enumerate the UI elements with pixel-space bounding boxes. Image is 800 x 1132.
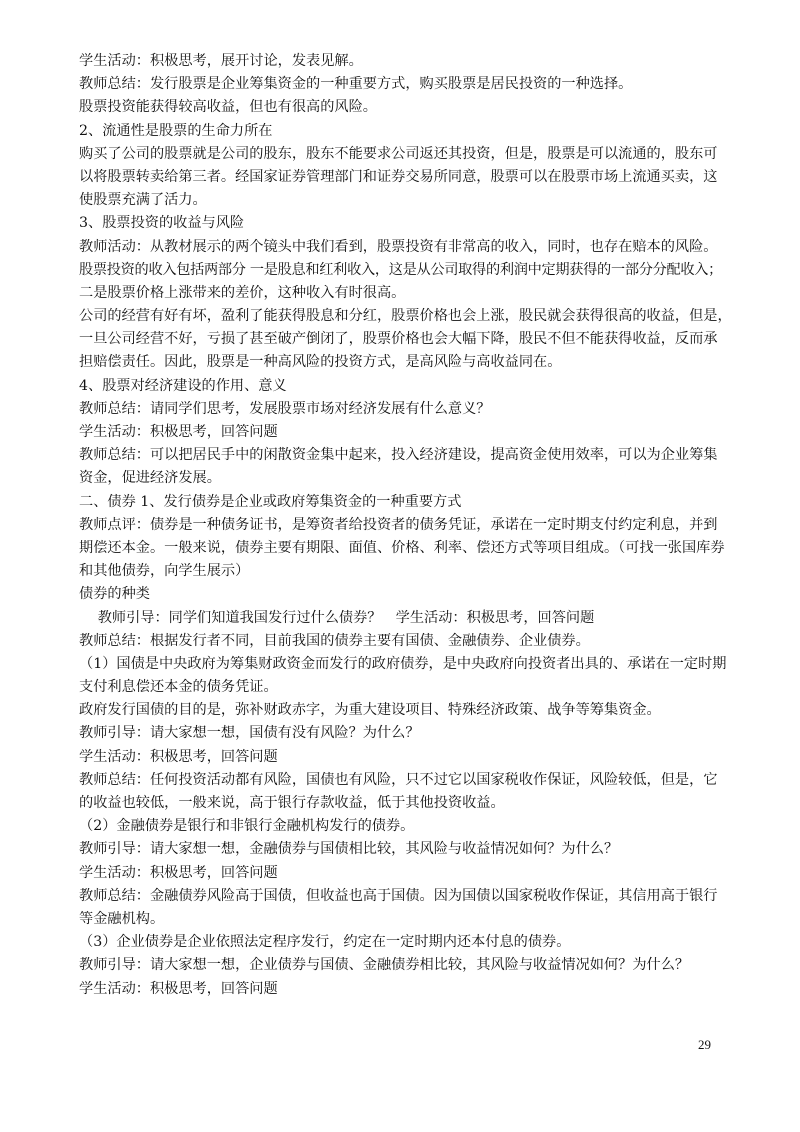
text-line: （2）金融债券是银行和非银行金融机构发行的债券。 <box>79 818 415 835</box>
text-line: 期偿还本金。一般来说，债券主要有期限、面值、价格、利率、偿还方式等项目组成。（可找一张国库券 <box>79 539 725 556</box>
text-line: 股票投资能获得较高收益，但也有很高的风险。 <box>79 99 377 116</box>
text-line: 学生活动：积极思考，回答问题 <box>79 864 278 881</box>
text-line: 教师引导：请大家想一想，国债有没有风险？为什么？ <box>79 725 420 742</box>
page-number: 29 <box>698 1037 711 1052</box>
text-line: 的收益也较低，一般来说，高于银行存款收益，低于其他投资收益。 <box>79 795 505 811</box>
text-line: 学生活动：积极思考，回答问题 <box>79 980 278 997</box>
text-line: 二是股票价格上涨带来的差价，这种收入有时很高。 <box>79 284 406 301</box>
text-line: 支付利息偿还本金的债务凭证。 <box>79 679 278 696</box>
section-heading: 3、股票投资的收益与风险 <box>79 215 245 232</box>
text-line: 公司的经营有好有坏，盈利了能获得股息和分红，股票价格也会上涨，股民就会获得很高的收益，但是， <box>79 308 732 325</box>
text-line: 资金，促进经济发展。 <box>79 470 221 487</box>
text-line: 教师总结：可以把居民手中的闲散资金集中起来，投入经济建设，提高资金使用效率，可以为企业筹集 <box>79 447 718 464</box>
section-heading: 4、股票对经济建设的作用、意义 <box>79 377 287 394</box>
text-line: 学生活动：积极思考，回答问题 <box>79 424 278 440</box>
text-line: 教师总结：发行股票是企业筹集资金的一种重要方式，购买股票是居民投资的一种选择。 <box>79 76 633 93</box>
section-heading: 债券的种类 <box>79 586 150 603</box>
text-line: 教师活动：从教材展示的两个镜头中我们看到，股票投资有非常高的收入，同时，也存在赔本的风险。 <box>79 238 718 255</box>
section-heading: 二、债券 1、发行债券是企业或政府筹集资金的一种重要方式 <box>79 493 462 510</box>
text-line: 教师总结：任何投资活动都有风险，国债也有风险，只不过它以国家税收作保证，风险较低，但是，它 <box>79 771 718 788</box>
text-line: 教师总结：金融债券风险高于国债，但收益也高于国债。因为国债以国家税收作保证，其信用高于银行 <box>79 887 718 904</box>
text-line: （1）国债是中央政府为筹集财政资金而发行的政府债券，是中央政府向投资者出具的、承诺在一定时期 <box>79 655 727 672</box>
text-line: 和其他债券，向学生展示） <box>79 563 250 580</box>
text-line: 教师总结：请同学们思考，发展股票市场对经济发展有什么意义？ <box>79 400 491 417</box>
text-line: 教师引导：请大家想一想，企业债券与国债、金融债券相比较，其风险与收益情况如何？为什么？ <box>79 957 690 974</box>
section-heading: 2、流通性是股票的生命力所在 <box>79 122 273 139</box>
text-line: 使股票充满了活力。 <box>79 192 207 209</box>
text-line: 购买了公司的股票就是公司的股东，股东不能要求公司返还其投资，但是，股票是可以流通的，股东可 <box>79 145 718 162</box>
text-line: 教师总结：根据发行者不同，目前我国的债券主要有国债、金融债券、企业债券。 <box>79 632 590 649</box>
text-line: 政府发行国债的目的是，弥补财政赤字，为重大建设项目、特殊经济政策、战争等筹集资金。 <box>79 702 661 719</box>
text-line: 等金融机构。 <box>79 910 165 927</box>
text-line: 教师引导：同学们知道我国发行过什么债券？ 学生活动：积极思考，回答问题 <box>79 609 595 626</box>
text-line: 教师点评：债券是一种债务证书，是筹资者给投资者的债务凭证，承诺在一定时期支付约定利息，并到 <box>79 516 718 533</box>
text-line: 担赔偿责任。因此，股票是一种高风险的投资方式，是高风险与高收益同在。 <box>79 354 562 371</box>
document-body <box>79 50 732 1001</box>
text-line: 以将股票转卖给第三者。经国家证券管理部门和证券交易所同意，股票可以在股票市场上流通买卖，这 <box>79 168 718 185</box>
text-line: 学生活动：积极思考，回答问题 <box>79 748 278 765</box>
text-line: 教师引导：请大家想一想，金融债券与国债相比较，其风险与收益情况如何？为什么？ <box>79 841 619 858</box>
text-line: 一旦公司经营不好，亏损了甚至破产倒闭了，股票价格也会大幅下降，股民不但不能获得收益，反而承 <box>79 331 718 348</box>
text-line: （3）企业债券是企业依照法定程序发行，约定在一定时期内还本付息的债券。 <box>79 934 571 951</box>
text-line: 股票投资的收入包括两部分 一是股息和红利收入，这是从公司取得的利润中定期获得的一部分分配收入； <box>79 261 723 278</box>
text-line: 学生活动：积极思考，展开讨论，发表见解。 <box>79 53 363 69</box>
